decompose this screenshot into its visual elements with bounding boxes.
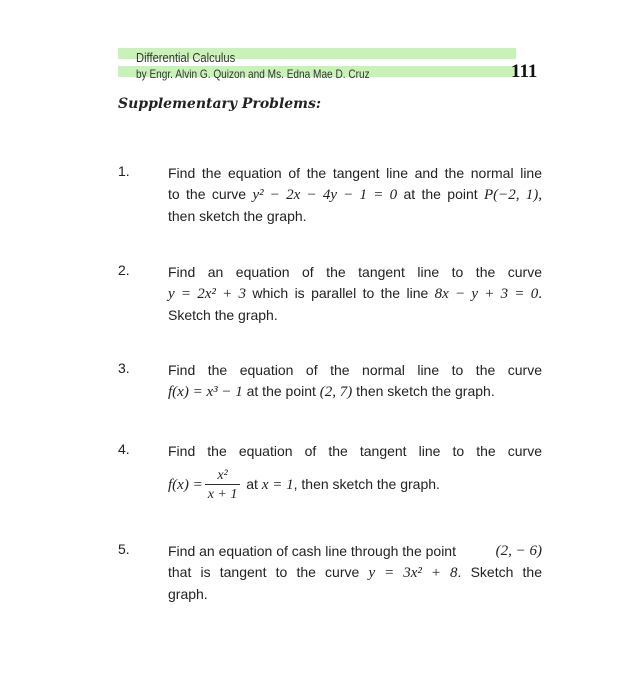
point-coordinates: (2, 7) bbox=[319, 384, 353, 400]
curve-equation: y = 2x² + 3 bbox=[168, 286, 247, 302]
condition: x = 1 bbox=[261, 477, 294, 493]
problem-number: 5. bbox=[118, 541, 130, 557]
problem-line bbox=[168, 541, 542, 562]
function-equation: f(x) = x³ − 1 bbox=[168, 384, 243, 400]
fraction bbox=[205, 467, 241, 504]
text-segment: at the point bbox=[403, 186, 478, 202]
text-segment: then sketch the graph. bbox=[356, 383, 495, 399]
text-segment: at bbox=[246, 476, 258, 492]
problem-line bbox=[168, 184, 542, 206]
text-segment: that is tangent to the curve bbox=[168, 564, 360, 580]
problem-number: 3. bbox=[118, 360, 130, 376]
problem-number: 4. bbox=[118, 441, 130, 457]
text-segment: . Sketch the bbox=[457, 564, 542, 580]
problem-text bbox=[168, 262, 542, 326]
punctuation: . bbox=[538, 286, 543, 302]
page-number: 111 bbox=[511, 61, 538, 82]
fraction-numerator: x² bbox=[205, 467, 241, 485]
line-equation bbox=[435, 286, 542, 302]
point-text: P(−2, 1) bbox=[484, 187, 539, 203]
problem-number: 2. bbox=[118, 262, 130, 278]
problem-line bbox=[168, 283, 542, 305]
problem-line: Find the equation of the normal line to the curve bbox=[168, 362, 542, 378]
point-coordinates: (2, − 6) bbox=[495, 543, 542, 559]
problem-line: Sketch the graph. bbox=[168, 307, 278, 323]
section-title: Supplementary Problems: bbox=[118, 96, 322, 112]
text-segment: which is parallel to the line bbox=[252, 285, 429, 301]
book-title: Differential Calculus bbox=[136, 50, 236, 65]
text-segment: , then sketch the graph. bbox=[293, 476, 440, 492]
curve-equation: y = 3x² + 8 bbox=[368, 565, 458, 581]
problem-line: then sketch the graph. bbox=[168, 208, 307, 224]
problem-text bbox=[168, 441, 542, 507]
punctuation: , bbox=[538, 187, 543, 203]
text-segment: at the point bbox=[246, 383, 316, 399]
text-segment: Find an equation of cash line through the point bbox=[168, 543, 456, 559]
problem-line bbox=[168, 462, 542, 507]
line-equation-text: 8x − y + 3 = 0 bbox=[434, 286, 539, 302]
problem-line: Find the equation of the tangent line and the normal line bbox=[168, 165, 542, 181]
problem-text bbox=[168, 163, 542, 227]
problem-text bbox=[168, 360, 542, 403]
problem-line bbox=[168, 562, 542, 584]
problem-line: graph. bbox=[168, 586, 208, 602]
problem-line bbox=[168, 381, 542, 403]
curve-equation: y² − 2x − 4y − 1 = 0 bbox=[252, 187, 398, 203]
function-lhs: f(x) = bbox=[168, 477, 203, 493]
fraction-denominator: x + 1 bbox=[207, 486, 238, 502]
book-authors: by Engr. Alvin G. Quizon and Ms. Edna Mae D. Cruz bbox=[136, 67, 370, 81]
problem-line: Find the equation of the tangent line to the curve bbox=[168, 443, 542, 459]
problem-number: 1. bbox=[118, 163, 130, 179]
text-segment: to the curve bbox=[168, 186, 247, 202]
point-coordinates bbox=[484, 187, 542, 203]
problem-line: Find an equation of the tangent line to the curve bbox=[168, 264, 542, 280]
problem-text bbox=[168, 541, 542, 605]
